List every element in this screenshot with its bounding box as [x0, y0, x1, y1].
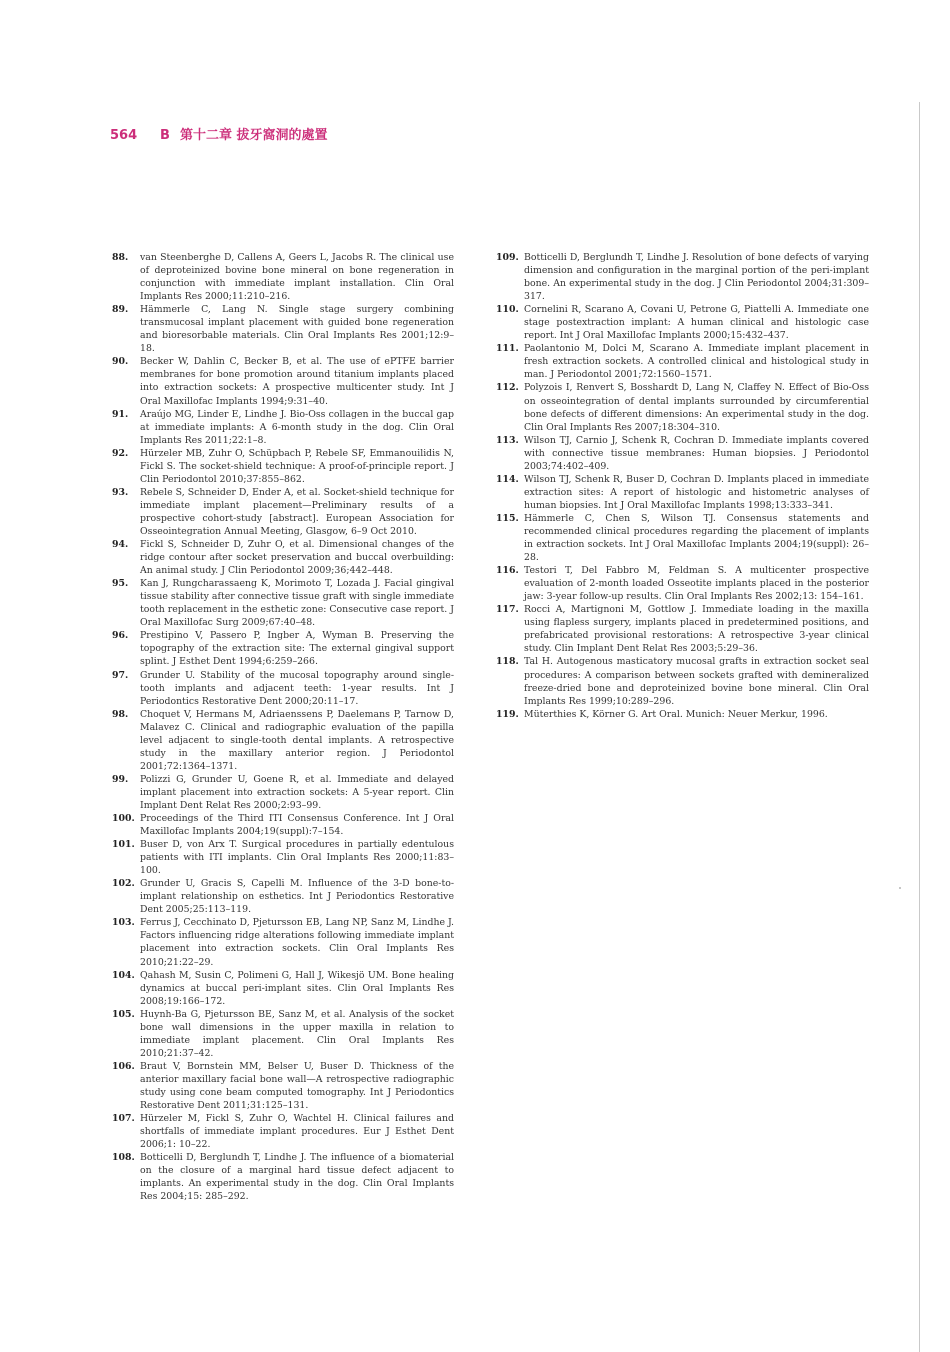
- reference-item: [496, 381, 869, 433]
- reference-text: Kan J, Rungcharassaeng K, Morimoto T, Lozada J. Facial gingival tissue stability after connective tissue graft with single immediate tooth replacement in the esthetic zone: Consecutive case report. J Oral Maxillofac Surg 2009;67:40–48.: [140, 578, 454, 629]
- section-letter: B: [160, 128, 170, 143]
- reference-item: [496, 564, 869, 603]
- reference-item: [112, 812, 454, 838]
- reference-number: 118.: [496, 656, 519, 668]
- reference-text: Braut V, Bornstein MM, Belser U, Buser D. Thickness of the anterior maxillary facial bone wall—A retrospective radiographic study using cone beam computed tomography. Int J Periodontics Restorative Dent 2011;31:125–131.: [140, 1060, 454, 1112]
- reference-item: [112, 408, 454, 447]
- reference-number: 102.: [112, 878, 135, 890]
- reference-item: [112, 447, 454, 486]
- reference-number: 113.: [496, 434, 519, 446]
- reference-number: 98.: [112, 708, 129, 720]
- reference-number: 101.: [112, 839, 135, 851]
- reference-number: 112.: [496, 382, 519, 394]
- reference-item: [112, 629, 454, 668]
- reference-item: [496, 303, 869, 342]
- reference-text: van Steenberghe D, Callens A, Geers L, Jacobs R. The clinical use of deproteinized bovine bone mineral on bone regeneration in conjunction with immediate implant installation. Clin Oral Implants Res 2000;11:210–216.: [140, 252, 454, 303]
- reference-number: 117.: [496, 604, 519, 616]
- reference-number: 96.: [112, 630, 129, 642]
- reference-text: Hürzeler MB, Zuhr O, Schüpbach P, Rebele SF, Emmanouilidis N, Fickl S. The socket-shield technique: A proof-of-principle report. J Clin Periodontol 2010;37:855–862.: [140, 447, 454, 485]
- reference-text: Cornelini R, Scarano A, Covani U, Petrone G, Piattelli A. Immediate one stage postextraction implant: A human clinical and histologic case report. Int J Oral Maxillofac Implants 2000;15:432–437.: [524, 304, 869, 342]
- reference-item: [496, 251, 869, 303]
- reference-number: 108.: [112, 1152, 135, 1164]
- reference-number: 97.: [112, 669, 129, 681]
- reference-text: Rebele S, Schneider D, Ender A, et al. Socket-shield technique for immediate implant placement—Preliminary results of a prospective cohort-study [abstract]. European Association for Osseointegration Annual Meeting, Glasgow, 6–9 Oct 2010.: [140, 486, 454, 537]
- reference-text: Hürzeler M, Fickl S, Zuhr O, Wachtel H. Clinical failures and shortfalls of immediate implant procedures. Eur J Esthet Dent 2006;1: 10–22.: [140, 1113, 454, 1151]
- reference-text: Botticelli D, Berglundh T, Lindhe J. Resolution of bone defects of varying dimension and configuration in the marginal portion of the peri-implant bone. An experimental study in the dog. J Clin Periodontol 2004;31:309–317.: [524, 252, 869, 303]
- reference-item: [496, 473, 869, 512]
- reference-text: Polyzois I, Renvert S, Bosshardt D, Lang N, Claffey N. Effect of Bio-Oss on osseointegration of dental implants surrounded by circumferential bone defects of different dimensions: An experimental study in the dog. Clin Oral Implants Res 2007;18:304–310.: [524, 382, 869, 433]
- reference-number: 105.: [112, 1008, 135, 1020]
- reference-text: Grunder U. Stability of the mucosal topography around single-tooth implants and adjacent teeth: 1-year results. Int J Periodontics Restorative Dent 2000;20:11–17.: [140, 669, 454, 707]
- reference-item: [112, 1008, 454, 1060]
- reference-text: Araújo MG, Linder E, Lindhe J. Bio-Oss collagen in the buccal gap at immediate implants: A 6-month study in the dog. Clin Oral Implants Res 2011;22:1–8.: [140, 408, 454, 446]
- reference-number: 88.: [112, 252, 129, 263]
- reference-number: 99.: [112, 773, 129, 785]
- reference-item: [112, 1151, 454, 1203]
- reference-text: Paolantonio M, Dolci M, Scarano A. Immediate implant placement in fresh extraction sockets. A controlled clinical and histological study in man. J Periodontol 2001;72:1560–1571.: [524, 343, 869, 381]
- reference-list-left: [112, 251, 454, 1203]
- reference-text: Prestipino V, Passero P, Ingber A, Wyman B. Preserving the topography of the extraction site: The external gingival support splint. J Esthet Dent 1994;6:259–266.: [140, 630, 454, 668]
- running-header: [110, 124, 328, 143]
- reference-number: 91.: [112, 408, 129, 420]
- reference-text: Huynh-Ba G, Pjetursson BE, Sanz M, et al. Analysis of the socket bone wall dimensions in the upper maxilla in relation to immediate implant placement. Clin Oral Implants Res 2010;21:37–42.: [140, 1008, 454, 1059]
- reference-text: Botticelli D, Berglundh T, Lindhe J. The influence of a biomaterial on the closure of a marginal hard tissue defect adjacent to implants. An experimental study in the dog. Clin Oral Implants Res 2004;15: 285–292.: [140, 1152, 454, 1203]
- reference-text: Müterthies K, Körner G. Art Oral. Munich: Neuer Merkur, 1996.: [524, 708, 828, 720]
- reference-item: [112, 877, 454, 916]
- reference-text: Grunder U, Gracis S, Capelli M. Influence of the 3-D bone-to-implant relationship on esthetics. Int J Periodontics Restorative Dent 2005;25:113–119.: [140, 878, 454, 916]
- reference-text: Becker W, Dahlin C, Becker B, et al. The use of ePTFE barrier membranes for bone promotion around titanium implants placed into extraction sockets: A prospective multicenter study. Int J Oral Maxillofac Implants 1994;9:31–40.: [140, 356, 454, 407]
- reference-item: [496, 434, 869, 473]
- reference-number: 109.: [496, 252, 519, 263]
- reference-text: Ferrus J, Cecchinato D, Pjetursson EB, Lang NP, Sanz M, Lindhe J. Factors influencing ridge alterations following immediate implant placement into extraction sockets. Clin Oral Implants Res 2010;21:22–29.: [140, 917, 454, 968]
- reference-number: 119.: [496, 708, 519, 720]
- reference-number: 104.: [112, 969, 135, 981]
- reference-text: Polizzi G, Grunder U, Goene R, et al. Immediate and delayed implant placement into extraction sockets: A 5-year report. Clin Implant Dent Relat Res 2000;2:93–99.: [140, 773, 454, 811]
- reference-text: Rocci A, Martignoni M, Gottlow J. Immediate loading in the maxilla using flapless surgery, implants placed in predetermined positions, and prefabricated provisional restorations: A retrospective 3-year clinical study. Clin Implant Dent Relat Res 2003;5:29–36.: [524, 604, 869, 655]
- reference-item: [112, 355, 454, 407]
- reference-text: Wilson TJ, Carnio J, Schenk R, Cochran D. Immediate implants covered with connective tissue membranes: Human biopsies. J Periodontol 2003;74:402–409.: [524, 434, 869, 472]
- reference-number: 95.: [112, 578, 129, 590]
- reference-item: [112, 773, 454, 812]
- reference-item: [112, 251, 454, 303]
- reference-number: 93.: [112, 486, 129, 498]
- reference-text: Fickl S, Schneider D, Zuhr O, et al. Dimensional changes of the ridge contour after socket preservation and buccal overbuilding: An animal study. J Clin Periodontol 2009;36;442–448.: [140, 539, 454, 577]
- reference-text: Hämmerle C, Chen S, Wilson TJ. Consensus statements and recommended clinical procedures regarding the placement of implants in extraction sockets. Int J Oral Maxillofac Implants 2004;19(suppl): 26–28.: [524, 512, 869, 564]
- reference-item: [112, 303, 454, 355]
- reference-number: 90.: [112, 356, 129, 368]
- reference-number: 115.: [496, 512, 519, 524]
- reference-number: 106.: [112, 1060, 135, 1072]
- page-number: 564: [110, 128, 138, 143]
- reference-item: [496, 342, 869, 381]
- reference-number: 92.: [112, 447, 129, 459]
- reference-item: [112, 669, 454, 708]
- chapter-title: 第十二章 拔牙窩洞的處置: [180, 128, 328, 143]
- reference-item: [496, 655, 869, 707]
- reference-text: Testori T, Del Fabbro M, Feldman S. A multicenter prospective evaluation of 2-month loaded Osseotite implants placed in the posterior jaw: 3-year follow-up results. Clin Oral Implants Res 2002;13: 154–161.: [524, 565, 869, 603]
- reference-text: Hämmerle C, Lang N. Single stage surgery combining transmucosal implant placement with guided bone regeneration and bioresorbable materials. Clin Oral Implants Res 2001;12:9–18.: [140, 304, 454, 355]
- reference-number: 100.: [112, 813, 135, 825]
- reference-text: Wilson TJ, Schenk R, Buser D, Cochran D. Implants placed in immediate extraction sites: A report of histologic and histometric analyses of human biopsies. Int J Oral Maxillofac Implants 1998;13:333–341.: [524, 473, 869, 511]
- reference-list-right: [496, 251, 869, 721]
- reference-item: [112, 969, 454, 1008]
- reference-text: Proceedings of the Third ITI Consensus Conference. Int J Oral Maxillofac Implants 2004;19(suppl):7–154.: [140, 813, 454, 838]
- reference-item: [496, 512, 869, 564]
- page-edge-divider: [919, 102, 920, 1352]
- reference-item: [112, 916, 454, 968]
- reference-item: [496, 708, 869, 721]
- reference-text: Buser D, von Arx T. Surgical procedures in partially edentulous patients with ITI implants. Clin Oral Implants Res 2000;11:83–100.: [140, 839, 454, 877]
- reference-item: [112, 838, 454, 877]
- reference-number: 94.: [112, 539, 129, 551]
- reference-number: 110.: [496, 304, 519, 316]
- reference-text: Choquet V, Hermans M, Adriaenssens P, Daelemans P, Tarnow D, Malavez C. Clinical and radiographic evaluation of the papilla level adjacent to single-tooth dental implants. A retrospective study in the maxillary anterior region. J Periodontol 2001;72:1364–1371.: [140, 708, 454, 772]
- reference-text: Qahash M, Susin C, Polimeni G, Hall J, Wikesjö UM. Bone healing dynamics at buccal peri-implant sites. Clin Oral Implants Res 2008;19:166–172.: [140, 969, 454, 1007]
- reference-text: Tal H. Autogenous masticatory mucosal grafts in extraction socket seal procedures: A comparison between sockets grafted with demineralized freeze-dried bone and deproteinized bovine bone mineral. Clin Oral Implants Res 1999;10:289–296.: [524, 656, 869, 707]
- reference-item: [112, 538, 454, 577]
- reference-item: [112, 1060, 454, 1112]
- reference-number: 89.: [112, 304, 129, 316]
- reference-number: 107.: [112, 1113, 135, 1125]
- scan-speck: [899, 887, 901, 889]
- reference-item: [112, 577, 454, 629]
- reference-item: [496, 603, 869, 655]
- reference-item: [112, 708, 454, 773]
- reference-number: 114.: [496, 473, 519, 485]
- reference-item: [112, 486, 454, 538]
- reference-number: 103.: [112, 917, 135, 929]
- reference-number: 111.: [496, 343, 519, 355]
- reference-item: [112, 1112, 454, 1151]
- reference-number: 116.: [496, 565, 519, 577]
